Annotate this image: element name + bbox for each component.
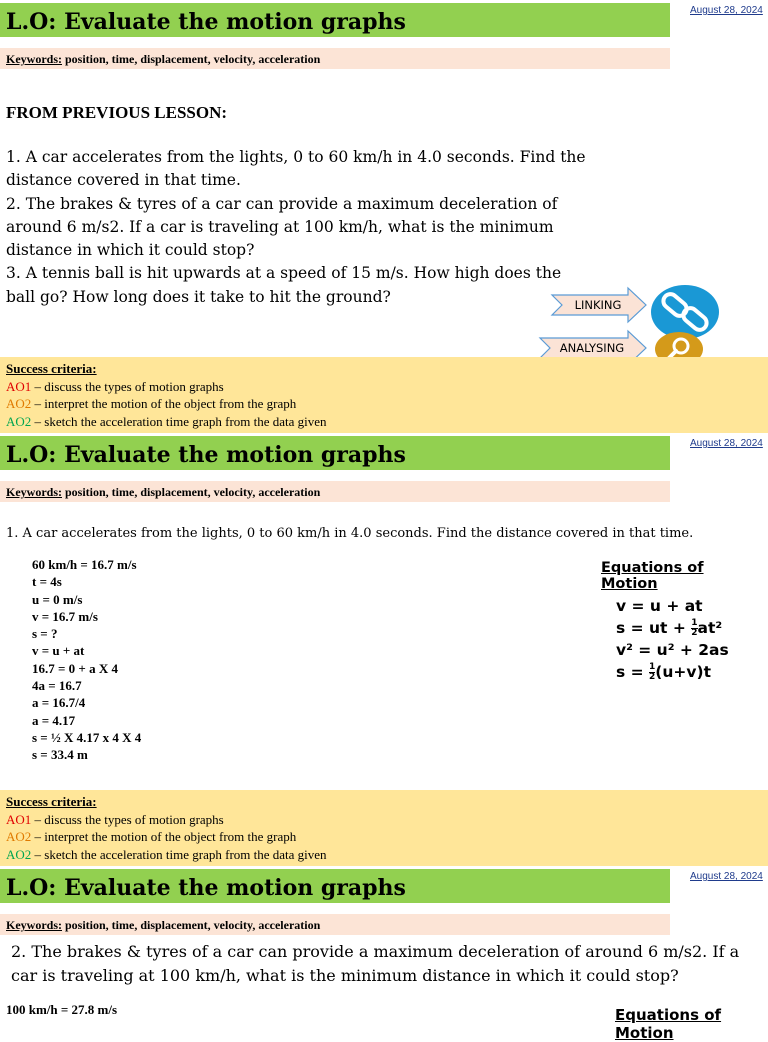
fraction-numerator: 1 xyxy=(691,618,698,628)
keywords-bar xyxy=(0,914,670,935)
keywords xyxy=(6,485,320,499)
question-1: 1. A car accelerates from the lights, 0 to 60 km/h in 4.0 seconds. Find the distance covered in that time. xyxy=(6,526,694,541)
working-line: u = 0 m/s xyxy=(32,591,83,607)
keywords xyxy=(6,918,320,932)
keywords-bar xyxy=(0,48,670,69)
working-line: a = 4.17 xyxy=(32,712,76,728)
working-line: 16.7 = 0 + a X 4 xyxy=(32,660,118,676)
working-line: 60 km/h = 16.7 m/s xyxy=(32,557,137,572)
equations-title: Equations of Motion xyxy=(615,1006,722,1042)
working-line: 100 km/h = 27.8 m/s xyxy=(6,1002,118,1017)
criteria-code: AO2 xyxy=(6,846,32,862)
slide-title: L.O: Evaluate the motion graphs xyxy=(6,875,406,901)
keywords-text: position, time, displacement, velocity, acceleration xyxy=(62,485,321,499)
equation-1: v = u + at xyxy=(616,597,703,615)
title-bar xyxy=(0,3,670,37)
title-bar xyxy=(0,869,670,903)
criteria-text: – discuss the types of motion graphs xyxy=(31,378,224,394)
workings xyxy=(32,556,141,764)
criteria-text: – sketch the acceleration time graph from the data given xyxy=(31,413,327,429)
equation-4-rhs: (u+v)t xyxy=(655,663,711,681)
criteria-text: – interpret the motion of the object from the graph xyxy=(31,829,297,844)
working-line: s = ½ X 4.17 x 4 X 4 xyxy=(32,729,142,745)
fraction-denominator: 2 xyxy=(691,628,698,638)
working-line: v = 16.7 m/s xyxy=(32,608,98,624)
equation-2 xyxy=(616,619,722,638)
slide-title: L.O: Evaluate the motion graphs xyxy=(6,442,406,468)
criteria-text: – discuss the types of motion graphs xyxy=(31,811,224,827)
criteria-item xyxy=(6,378,327,396)
success-title: Success criteria: xyxy=(6,361,97,376)
question-1: 1. A car accelerates from the lights, 0 to 60 km/h in 4.0 seconds. Find the distance covered in that time. xyxy=(6,148,586,190)
success-criteria xyxy=(0,790,768,866)
slide-title: L.O: Evaluate the motion graphs xyxy=(6,9,406,35)
equation-2-lhs: s = ut + xyxy=(616,619,692,637)
equations-of-motion xyxy=(596,555,746,695)
keywords-text: position, time, displacement, velocity, acceleration xyxy=(62,52,321,66)
question-2: 2. The brakes & tyres of a car can provide a maximum deceleration of around 6 m/s2. If a car is traveling at 100 km/h, what is the minimum distance in which it could stop? xyxy=(6,194,558,260)
criteria-text: – sketch the acceleration time graph from the data given xyxy=(31,846,327,862)
equation-4-lhs: s = xyxy=(616,663,650,681)
working-line: v = u + at xyxy=(32,643,85,659)
criteria-code: AO2 xyxy=(6,413,32,429)
criteria-item xyxy=(6,413,327,431)
success-title: Success criteria: xyxy=(6,794,97,809)
keywords-bar xyxy=(0,481,670,502)
date-link[interactable]: August 28, 2024 xyxy=(690,438,763,449)
criteria-text: – interpret the motion of the object from the graph xyxy=(31,396,297,411)
slide-3 xyxy=(0,866,768,1042)
slide-2 xyxy=(0,433,768,866)
fraction-numerator: 1 xyxy=(649,662,656,672)
question-list xyxy=(6,146,586,309)
keywords-label: Keywords: xyxy=(6,52,62,66)
linking-label: LINKING xyxy=(574,298,622,312)
keywords-text: position, time, displacement, velocity, acceleration xyxy=(62,918,321,932)
working-line: 4a = 16.7 xyxy=(32,678,82,694)
title-bar xyxy=(0,436,670,470)
working-line: s = 33.4 m xyxy=(32,747,88,763)
success-criteria xyxy=(0,357,768,433)
keywords-label: Keywords: xyxy=(6,485,62,499)
equation-2-rhs: at² xyxy=(697,619,723,637)
criteria-code: AO2 xyxy=(6,396,32,411)
keywords-label: Keywords: xyxy=(6,918,62,932)
criteria-item xyxy=(6,811,327,829)
equation-4 xyxy=(616,663,711,682)
criteria-code: AO1 xyxy=(6,378,32,394)
criteria-item xyxy=(6,395,327,413)
question-2: 2. The brakes & tyres of a car can provide a maximum deceleration of around 6 m/s2. If a car is traveling at 100 km/h, what is the minimum distance in which it could stop? xyxy=(11,942,740,985)
analysing-label: ANALYSING xyxy=(559,341,625,355)
working-line: a = 16.7/4 xyxy=(32,695,86,711)
equations-title: Equations of Motion xyxy=(601,560,704,592)
working-line: s = ? xyxy=(32,626,58,642)
working-line: t = 4s xyxy=(32,574,62,590)
date-link[interactable]: August 28, 2024 xyxy=(690,5,763,16)
keywords xyxy=(6,52,320,66)
criteria-item xyxy=(6,846,327,864)
criteria-item xyxy=(6,828,327,846)
question-3: 3. A tennis ball is hit upwards at a speed of 15 m/s. How high does the ball go? How long does it take to hit the ground? xyxy=(6,264,562,306)
criteria-code: AO2 xyxy=(6,829,32,844)
fraction-denominator: 2 xyxy=(649,672,656,682)
date-link[interactable]: August 28, 2024 xyxy=(690,871,763,882)
previous-lesson-heading: FROM PREVIOUS LESSON: xyxy=(6,103,228,122)
linking-arrow xyxy=(540,292,648,318)
equation-3: v² = u² + 2as xyxy=(616,641,729,659)
slide-1 xyxy=(0,0,768,433)
criteria-code: AO1 xyxy=(6,811,32,827)
